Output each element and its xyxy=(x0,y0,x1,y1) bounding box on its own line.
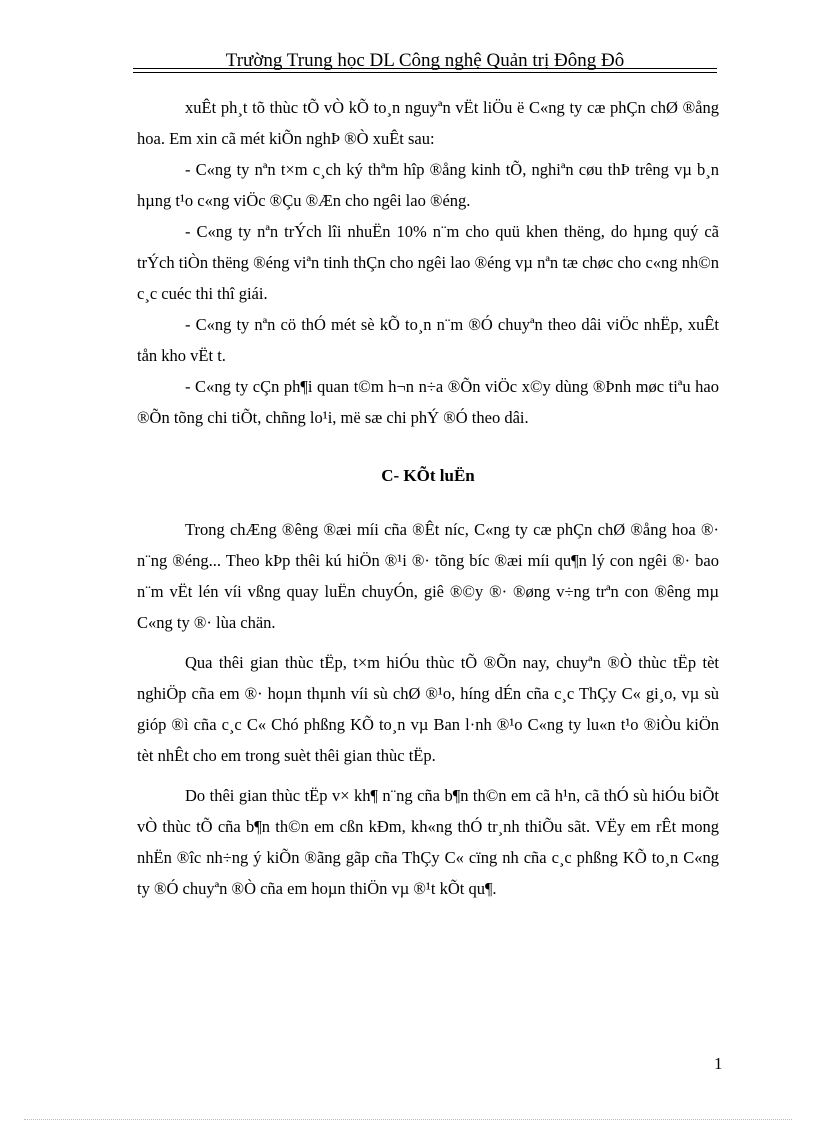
conclusion-paragraph: Qua thêi gian thùc tËp, t×m hiÓu thùc tÕ ®Õn nay, chuyªn ®Ò thùc tËp tèt nghiÖp cña em ®· hoµn thµnh víi sù chØ ®¹o, híng dÉn cña c¸c ThÇy C« gi¸o, vµ sù gióp ®ì cña c¸c C« Chó phßng KÕ to¸n vµ Ban l·nh ®¹o C«ng ty lu«n t¹o ®iÒu kiÖn tèt nhÊt cho em trong suèt thêi gian thùc tËp. xyxy=(137,653,719,765)
page-number: 1 xyxy=(714,1054,723,1073)
document-body xyxy=(137,92,719,904)
header-rule xyxy=(133,68,717,69)
header-rule-double xyxy=(133,72,717,73)
recommendation-item: - C«ng ty nªn t×m c¸ch ký thªm hîp ®ång kinh tÕ, nghiªn cøu thÞ trêng vµ b¸n hµng t¹o c«ng viÖc ®Çu ®Æn cho ngêi lao ®éng. xyxy=(137,160,719,210)
conclusion-paragraph: Trong chÆng ®êng ®æi míi cña ®Êt níc, C«ng ty cæ phÇn chØ ®ång hoa ®· n¨ng ®éng... Theo kÞp thêi kú hiÖn ®¹i ®· tõng bíc ®æi míi qu¶n lý con ngêi ®· bao n¨m vËt lén víi vßng quay luËn chuyÓn, giê ®©y ®· ®øng v÷ng trªn con ®êng mµ C«ng ty ®· lùa chän. xyxy=(137,520,719,632)
recommendation-item: - C«ng ty nªn cö thÓ mét sè kÕ to¸n n¨m ®Ó chuyªn theo dâi viÖc nhËp, xuÊt tån kho vËt t. xyxy=(137,315,719,365)
section-heading-conclusion: C- KÕt luËn xyxy=(381,466,475,485)
recommendation-item: - C«ng ty cÇn ph¶i quan t©m h¬n n÷a ®Õn viÖc x©y dùng ®Þnh møc tiªu hao ®Õn tõng chi tiÕt, chñng lo¹i, më sæ chi phÝ ®Ó theo dâi. xyxy=(137,377,719,427)
page-header-title: Trường Trung học DL Công nghệ Quản trị Đông Đô xyxy=(225,50,625,71)
recommendation-item: - C«ng ty nªn trÝch lîi nhuËn 10% n¨m cho quü khen thëng, do hµng quý cã trÝch tiÒn thëng ®éng viªn tinh thÇn cho ngêi lao ®éng vµ nªn tæ chøc cho c«ng nh©n c¸c cuéc thi thî giái. xyxy=(137,222,719,303)
page-bottom-edge xyxy=(24,1119,792,1120)
conclusion-paragraph: Do thêi gian thùc tËp v× kh¶ n¨ng cña b¶n th©n em cã h¹n, cã thÓ sù hiÓu biÕt vÒ thùc tÕ cña b¶n th©n em cßn kÐm, kh«ng thÓ tr¸nh thiÕu sãt. VËy em rÊt mong nhËn ®îc nh÷ng ý kiÕn ®ãng gãp cña ThÇy C« cïng nh cña c¸c phßng KÕ to¸n C«ng ty ®Ó chuyªn ®Ò cña em hoµn thiÖn vµ ®¹t kÕt qu¶. xyxy=(137,786,719,898)
paragraph-intro: xuÊt ph¸t tõ thùc tÕ vÒ kÕ to¸n nguyªn vËt liÖu ë C«ng ty cæ phÇn chØ ®ång hoa. Em xin cã mét kiÕn nghÞ ®Ò xuÊt sau: xyxy=(137,98,719,148)
